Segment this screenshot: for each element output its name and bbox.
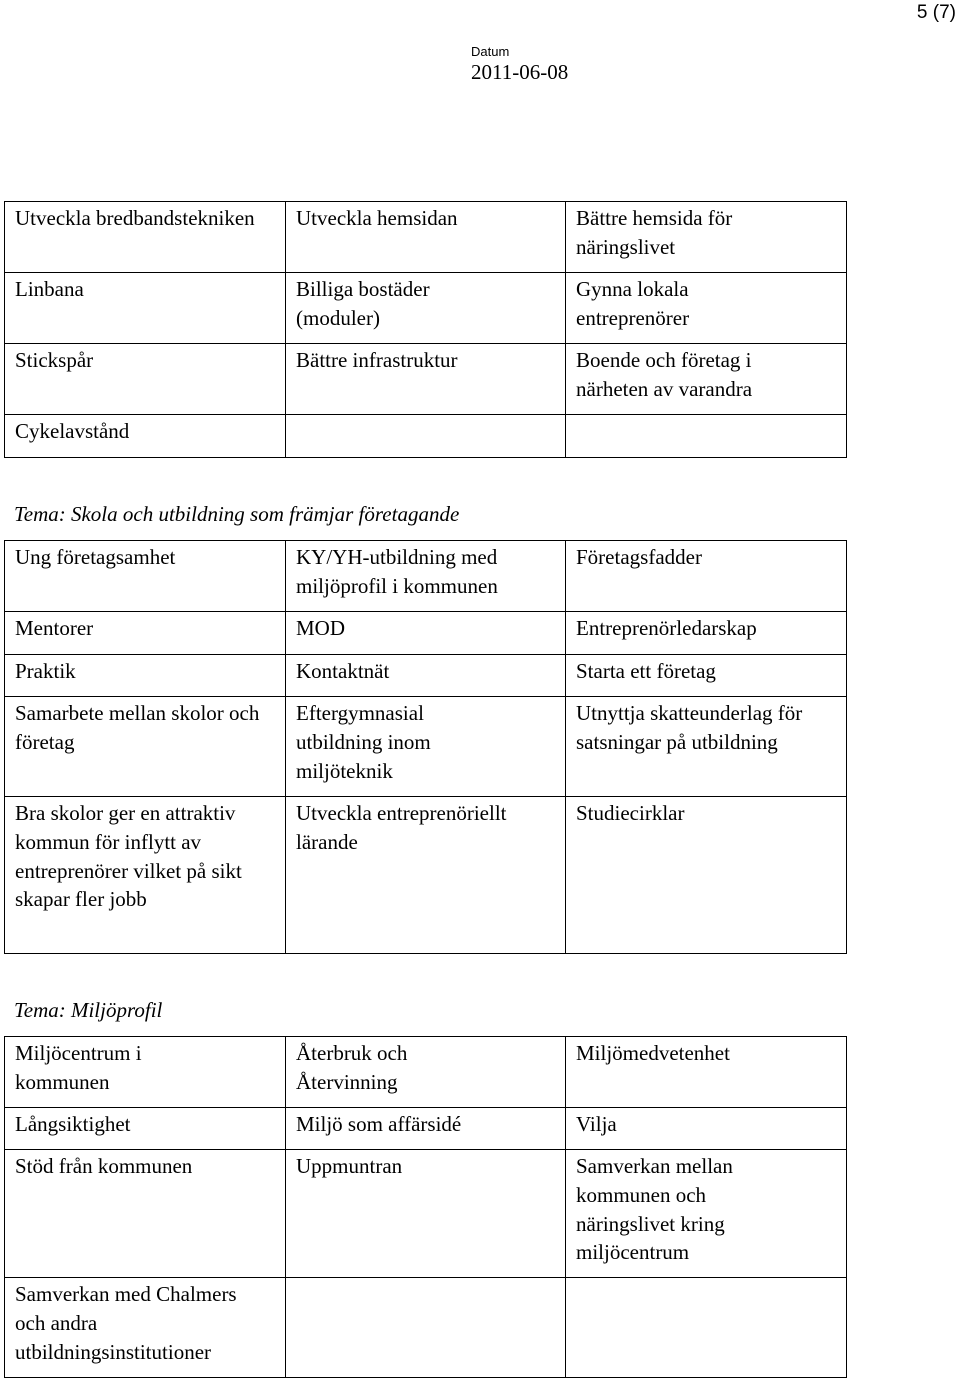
- table-cell: [286, 1278, 566, 1378]
- table-cell: Billiga bostäder (moduler): [286, 273, 566, 344]
- table-cell: Samarbete mellan skolor och företag: [5, 697, 286, 797]
- table-cell: Företagsfadder: [566, 541, 847, 612]
- skola-table: [4, 540, 847, 954]
- table-row: [5, 541, 847, 612]
- table-cell: Entreprenörledarskap: [566, 612, 847, 655]
- table-cell: Stöd från kommunen: [5, 1150, 286, 1278]
- table-cell: [566, 415, 847, 458]
- table-cell: Vilja: [566, 1108, 847, 1150]
- table-cell: Miljöcentrum i kommunen: [5, 1037, 286, 1108]
- table-cell: Stickspår: [5, 344, 286, 415]
- table-cell: Bra skolor ger en attraktiv kommun för inflytt av entreprenörer vilket på sikt skapar fler jobb: [5, 797, 286, 954]
- table-row: [5, 697, 847, 797]
- table-cell: Utveckla hemsidan: [286, 202, 566, 273]
- table-cell: Mentorer: [5, 612, 286, 655]
- table-row: [5, 655, 847, 697]
- miljo-table: [4, 1036, 847, 1378]
- table-cell: Långsiktighet: [5, 1108, 286, 1150]
- table-cell: Linbana: [5, 273, 286, 344]
- table-row: [5, 797, 847, 954]
- table-cell: Utveckla bredbandstekniken: [5, 202, 286, 273]
- section-title-skola: Tema: Skola och utbildning som främjar företagande: [14, 502, 460, 526]
- table-cell: KY/YH-utbildning med miljöprofil i kommunen: [286, 541, 566, 612]
- table-cell: Cykelavstånd: [5, 415, 286, 458]
- table-cell: Samverkan med Chalmers och andra utbildningsinstitutioner: [5, 1278, 286, 1378]
- table-cell: Uppmuntran: [286, 1150, 566, 1278]
- table-cell: Utveckla entreprenöriellt lärande: [286, 797, 566, 954]
- section-title-miljo: Tema: Miljöprofil: [14, 998, 163, 1022]
- table-cell: Ung företagsamhet: [5, 541, 286, 612]
- table-cell: Samverkan mellan kommunen och näringslivet kring miljöcentrum: [566, 1150, 847, 1278]
- table-row: [5, 415, 847, 458]
- table-row: [5, 1037, 847, 1108]
- table-cell: Bättre hemsida för näringslivet: [566, 202, 847, 273]
- table-row: [5, 612, 847, 655]
- table-row: [5, 344, 847, 415]
- table-cell: [286, 415, 566, 458]
- table-row: [5, 202, 847, 273]
- table-row: [5, 1108, 847, 1150]
- table-cell: Miljömedvetenhet: [566, 1037, 847, 1108]
- table-cell: Studiecirklar: [566, 797, 847, 954]
- table-cell: MOD: [286, 612, 566, 655]
- table-cell: Boende och företag i närheten av varandra: [566, 344, 847, 415]
- table-cell: Utnyttja skatteunderlag för satsningar på utbildning: [566, 697, 847, 797]
- measures-table: [4, 201, 847, 458]
- table-cell: Starta ett företag: [566, 655, 847, 697]
- date-label: Datum: [471, 44, 510, 59]
- table-cell: Eftergymnasial utbildning inom miljöteknik: [286, 697, 566, 797]
- table-cell: Miljö som affärsidé: [286, 1108, 566, 1150]
- table-cell: Kontaktnät: [286, 655, 566, 697]
- table-cell: [566, 1278, 847, 1378]
- table-row: [5, 1278, 847, 1378]
- table-row: [5, 1150, 847, 1278]
- page-number: 5 (7): [916, 2, 956, 23]
- table-cell: Bättre infrastruktur: [286, 344, 566, 415]
- table-row: [5, 273, 847, 344]
- table-cell: Återbruk och Återvinning: [286, 1037, 566, 1108]
- table-cell: Praktik: [5, 655, 286, 697]
- table-cell: Gynna lokala entreprenörer: [566, 273, 847, 344]
- date-value: 2011-06-08: [471, 60, 569, 84]
